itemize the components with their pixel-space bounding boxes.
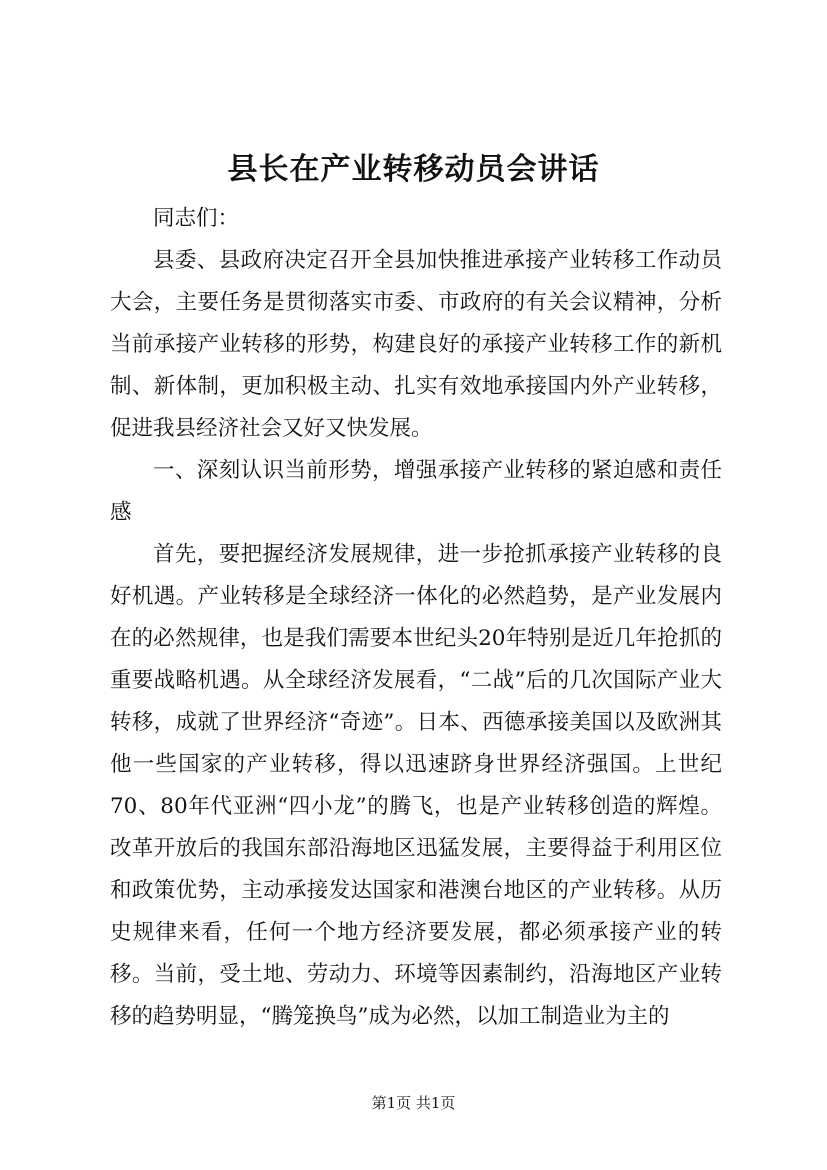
section-heading: 一、深刻认识当前形势，增强承接产业转移的紧迫感和责任感	[110, 458, 722, 525]
page-footer: 第1页 共1页	[371, 1094, 456, 1112]
document-body	[110, 198, 722, 1038]
paragraph-intro: 县委、县政府决定召开全县加快推进承接产业转移工作动员大会，主要任务是贯彻落实市委、市政府的有关会议精神，分析当前承接产业转移的形势，构建良好的承接产业转移工作的新机制、新体制，更加积极主动、扎实有效地承接国内外产业转移，促进我县经济社会又好又快发展。	[110, 248, 722, 441]
salutation: 同志们：	[153, 206, 240, 231]
paragraph-first-point: 首先，要把握经济发展规律，进一步抢抓承接产业转移的良好机遇。产业转移是全球经济一体化的必然趋势，是产业发展内在的必然规律，也是我们需要本世纪头20年特别是近几年抢抓的重要战略机遇。从全球经济发展看，“二战”后的几次国际产业大转移，成就了世界经济“奇迹”。日本、西德承接美国以及欧洲其他一些国家的产业转移，得以迅速跻身世界经济强国。上世纪70、80年代亚洲“四小龙”的腾飞，也是产业转移创造的辉煌。改革开放后的我国东部沿海地区迅猛发展，主要得益于利用区位和政策优势，主动承接发达国家和港澳台地区的产业转移。从历史规律来看，任何一个地方经济要发展，都必须承接产业的转移。当前，受土地、劳动力、环境等因素制约，沿海地区产业转移的趋势明显，“腾笼换鸟”成为必然，以加工制造业为主的	[110, 542, 722, 1029]
document-title: 县长在产业转移动员会讲话	[227, 152, 600, 187]
